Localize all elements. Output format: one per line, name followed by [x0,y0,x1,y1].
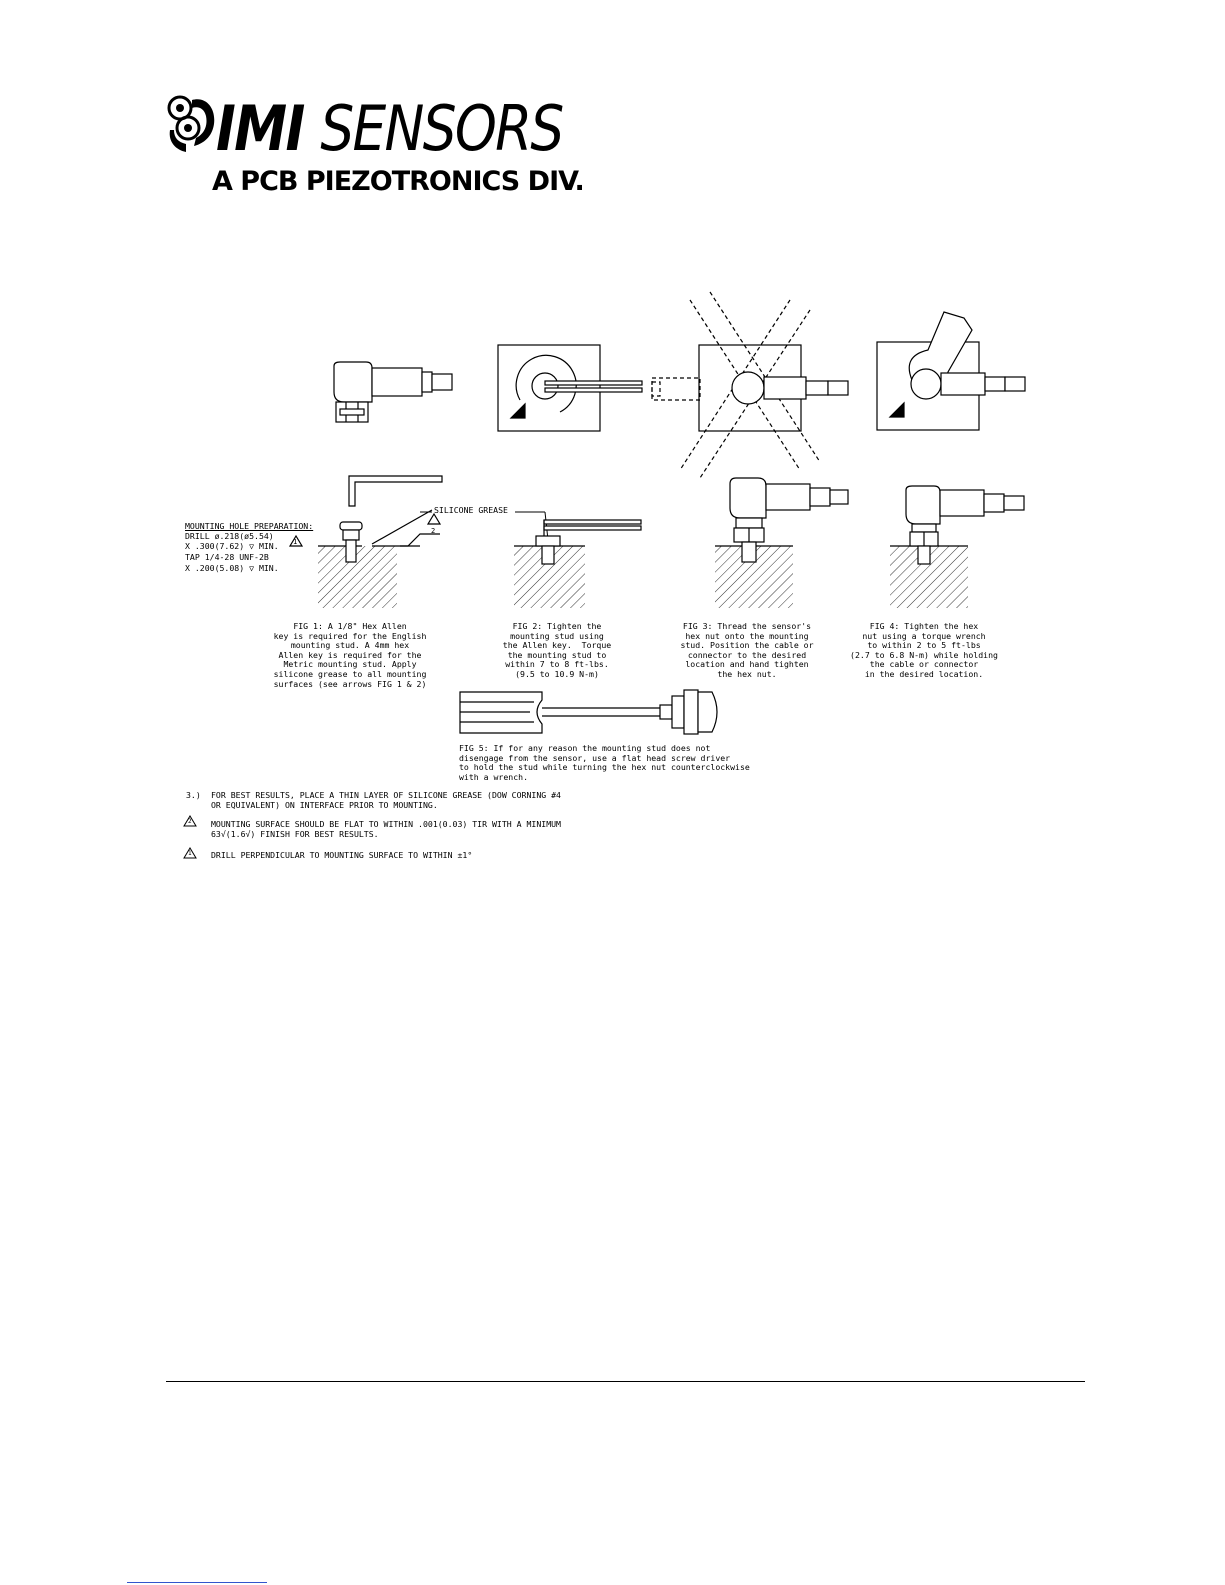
brand-imi: IMI [216,92,304,165]
note-3-text: FOR BEST RESULTS, PLACE A THIN LAYER OF SILICONE GREASE (DOW CORNING #4 OR EQUIVALENT) ON INTERFACE PRIOR TO MOUNTING. [211,790,561,810]
footer-link-underline[interactable] [127,1582,267,1583]
fig3-top-view [652,292,848,478]
fig5-caption: FIG 5: If for any reason the mounting stud does not disengage from the sensor, use a flat head screw driver to hold the stud while turning the hex nut counterclockwise with a wrench. [459,743,750,782]
note-1-number: 1 [188,850,192,857]
fig5-illustration [460,690,717,734]
fig4-illustration [890,486,1024,608]
marker-2-label: 2 [431,527,436,535]
prep-line: TAP 1/4-28 UNF-2B [185,552,269,562]
fig4-caption: FIG 4: Tighten the hex nut using a torque wrench to within 2 to 5 ft-lbs (2.7 to 6.8 N-m) while holding the cable or connector in the desired location. [850,621,998,679]
note-1-text: DRILL PERPENDICULAR TO MOUNTING SURFACE TO WITHIN ±1° [211,850,473,860]
sensor-side-view [334,362,452,422]
fig1-caption: FIG 1: A 1/8" Hex Allen key is required for the English mounting stud. A 4mm hex Allen key is required for the Metric mounting stud. Apply silicone grease to all mounting surfaces (see arrows FIG 1 & 2) [273,621,427,689]
prep-heading: MOUNTING HOLE PREPARATION: [185,521,314,531]
footer-rule [166,1381,1085,1382]
silicone-grease-label: SILICONE GREASE [434,505,508,515]
note-2-number: 2 [188,818,192,825]
silicone-grease-leader [420,512,548,540]
fig4-top-view [877,312,1025,430]
note-3-number: 3.) [186,790,201,800]
brand-sensors: SENSORS [320,92,563,165]
prep-line: X .200(5.08) ▽ MIN. [185,563,279,573]
brand-subtitle: A PCB PIEZOTRONICS DIV. [212,166,584,197]
fig3-caption: FIG 3: Thread the sensor's hex nut onto the mounting stud. Position the cable or connector to the desired location and hand tighten the hex nut. [680,621,814,679]
fig2-top-view [498,345,642,431]
fig2-caption: FIG 2: Tighten the mounting stud using the Allen key. Torque the mounting stud to within 7 to 8 ft-lbs. (9.5 to 10.9 N-m) [502,621,612,679]
fig1-illustration [290,476,442,608]
marker-1-label: 1 [293,538,298,546]
fig3-illustration [715,478,848,608]
fig2-illustration [514,520,641,608]
note-2-text: MOUNTING SURFACE SHOULD BE FLAT TO WITHIN .001(0.03) TIR WITH A MINIMUM 63√(1.6√) FINISH FOR BEST RESULTS. [211,819,561,839]
prep-line: DRILL ø.218(ø5.54) [185,531,274,541]
prep-line: X .300(7.62) ▽ MIN. [185,541,279,551]
